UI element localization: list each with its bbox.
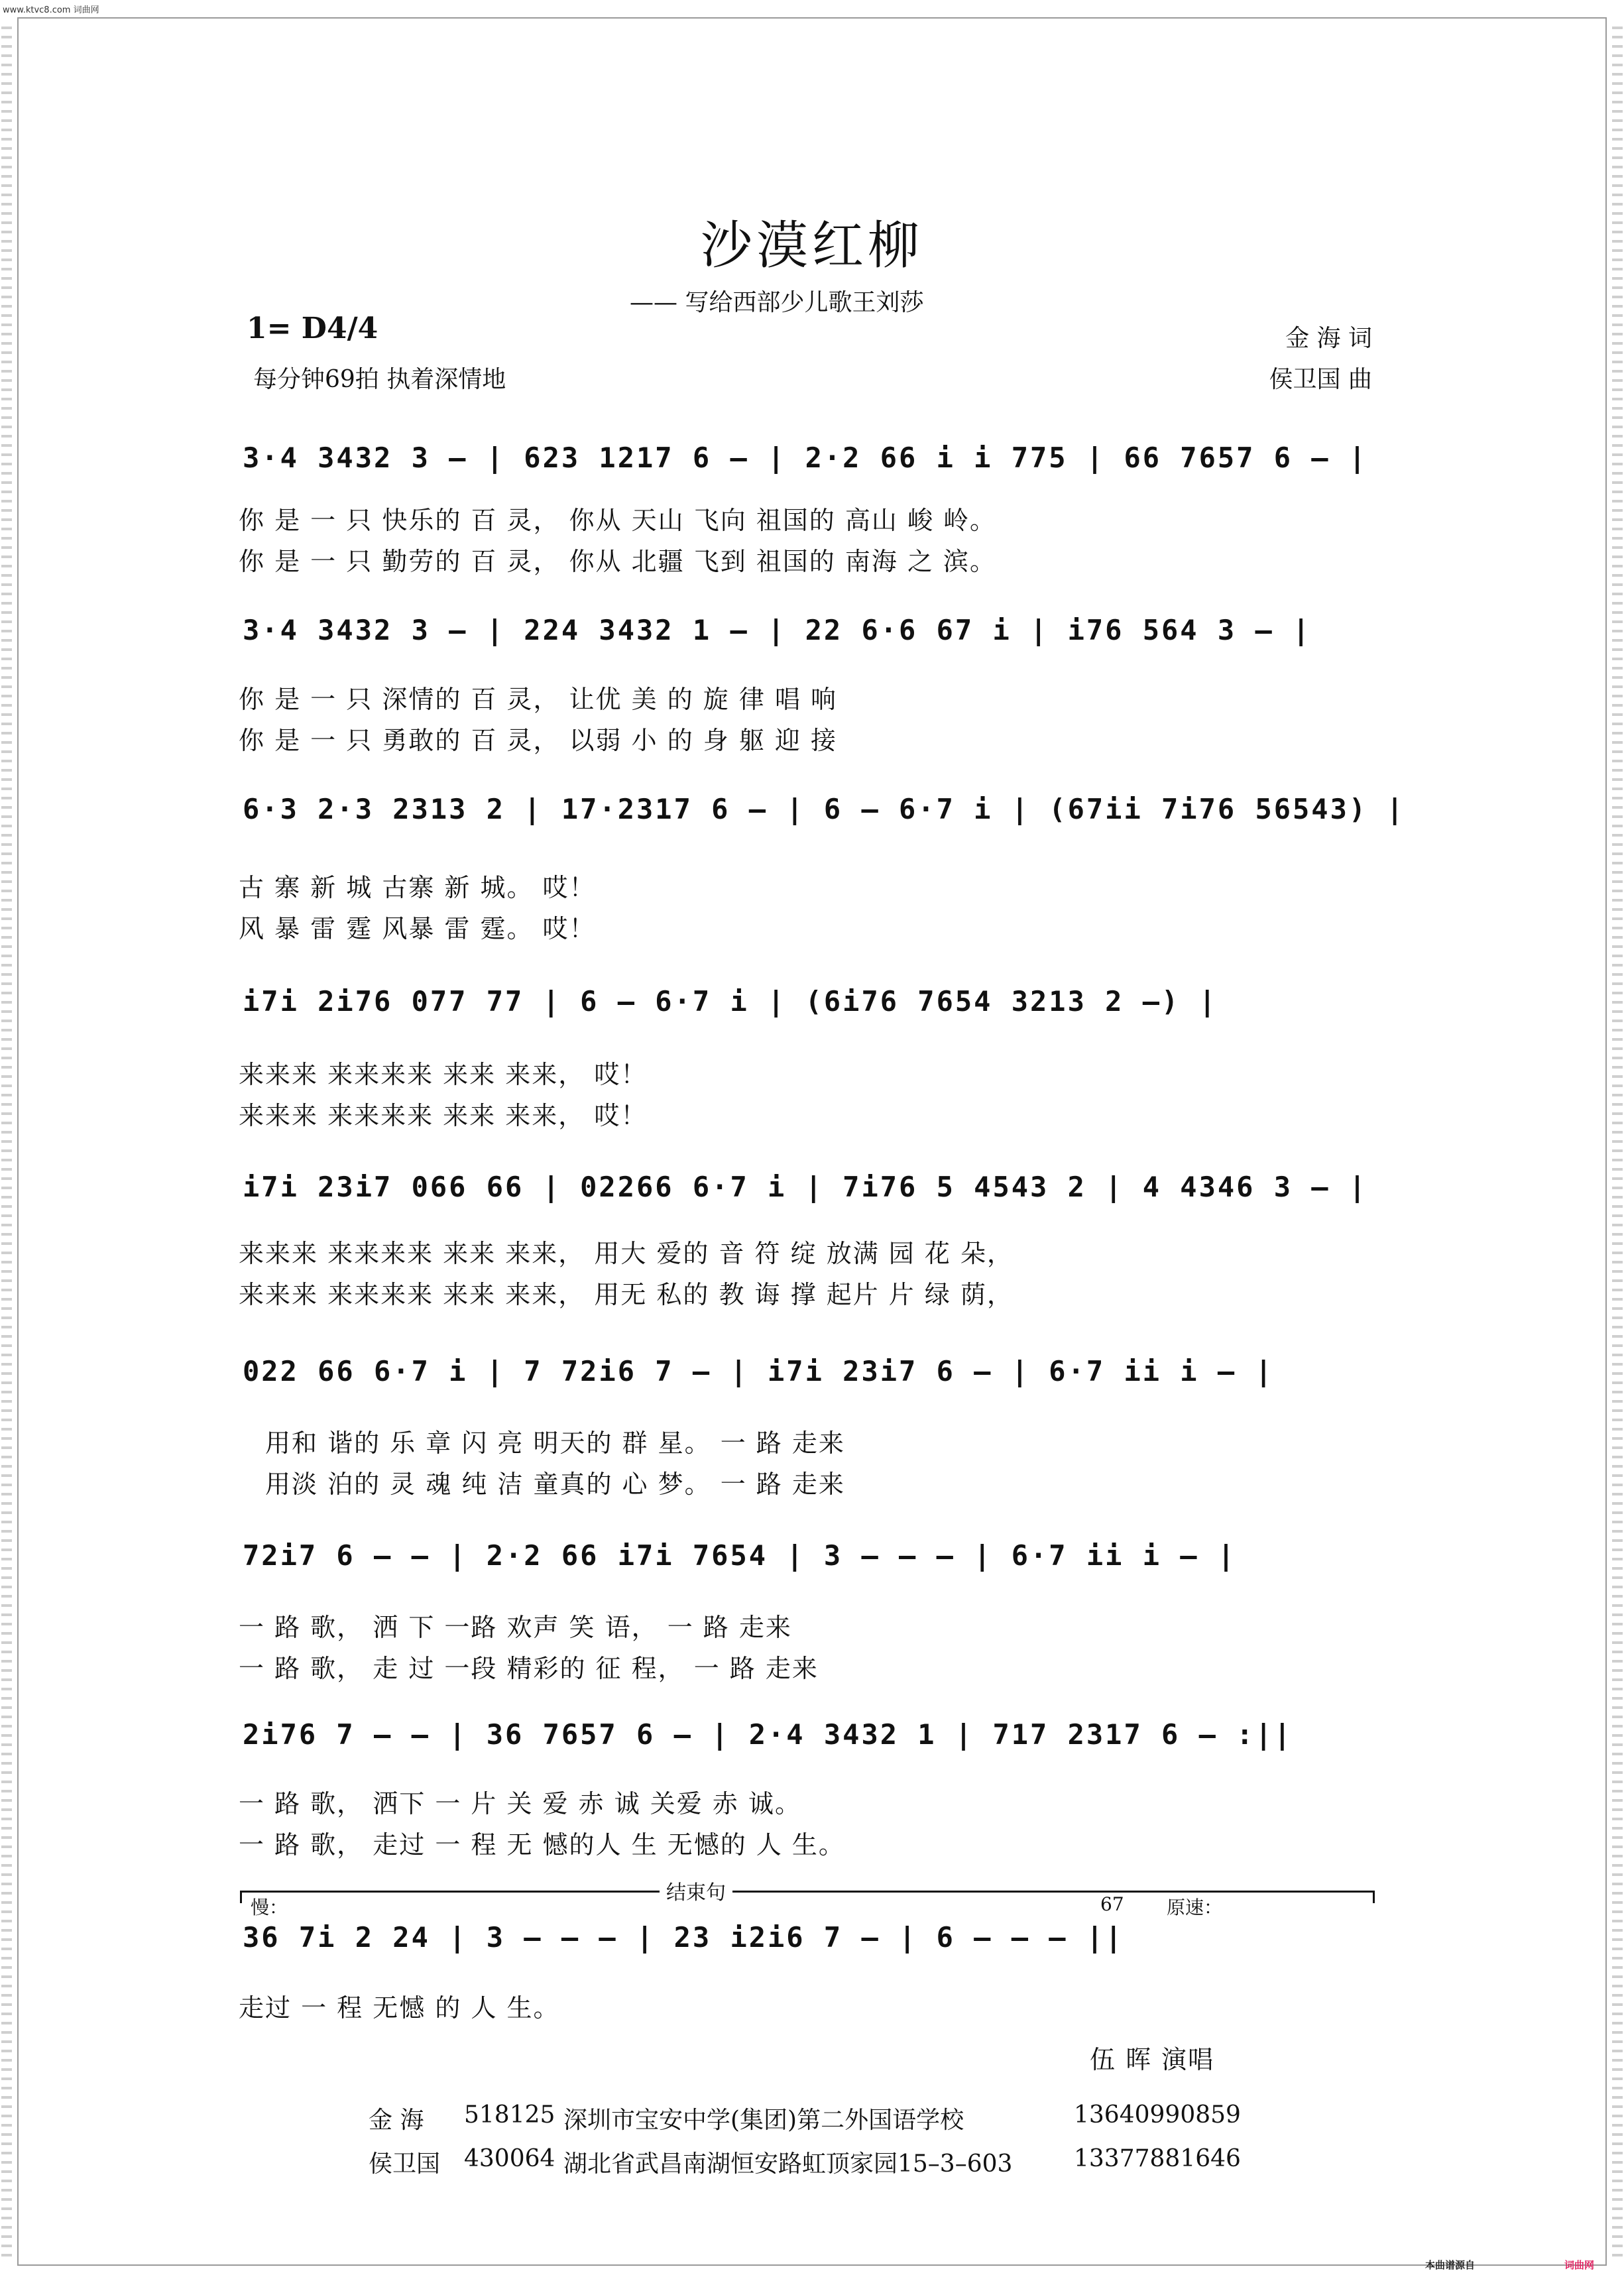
score-line-7 (239, 1522, 1379, 1594)
lyric-line-5-verse-1: 来来来 来来来来 来来 来来， 用大 爱的 音 符 绽 放满 园 花 朵， (239, 1239, 1014, 1268)
lyric-line-4-verse-2: 来来来 来来来来 来来 来来， 哎！ (239, 1101, 648, 1130)
contact-address-2: 湖北省武昌南湖恒安路虹顶家园15–3–603 (563, 2150, 1013, 2178)
slow-label: 慢： (251, 1897, 288, 1918)
grace-note-label: 67 (1100, 1893, 1124, 1915)
contact-address-1: 深圳市宝安中学(集团)第二外国语学校 (563, 2107, 964, 2134)
notes-line-7: 72i7 6 – – | 2·2 66 i7i 7654 | 3 – – – | 6·7 ii i – | (243, 1539, 1237, 1572)
notes-line-1: 3·4 3432 3 – | 623 1217 6 – | 2·2 66 i i 775 | 66 7657 6 – | (243, 441, 1368, 474)
score-line-1 (239, 424, 1379, 496)
lyric-line-2-verse-1: 你 是 一 只 深情的 百 灵， 让优 美 的 旋 律 唱 响 (239, 685, 838, 714)
score-line-9 (239, 1904, 1379, 1975)
score-line-3 (239, 776, 1405, 847)
score-line-2 (239, 597, 1379, 668)
right-margin-strip (1612, 27, 1623, 2260)
footer-source: 本曲谱源自 (1425, 2259, 1476, 2271)
notes-line-2: 3·4 3432 3 – | 224 3432 1 – | 22 6·6 67 i | i76 564 3 – | (243, 614, 1312, 646)
score-line-5 (239, 1153, 1379, 1225)
key-signature: 1= D4/4 (247, 312, 378, 345)
notes-line-9: 36 7i 2 24 | 3 – – – | 23 i2i6 7 – | 6 – – – || (243, 1921, 1124, 1954)
notes-line-8: 2i76 7 – – | 36 7657 6 – | 2·4 3432 1 | 717 2317 6 – :|| (243, 1718, 1293, 1751)
left-margin-strip (1, 27, 12, 2260)
lyric-line-4-verse-1: 来来来 来来来来 来来 来来， 哎！ (239, 1060, 648, 1089)
lyric-line-7-verse-1: 一 路 歌， 洒 下 一路 欢声 笑 语， 一 路 走来 (239, 1613, 792, 1642)
tempo-marking: 每分钟69拍 执着深情地 (253, 366, 506, 393)
lyric-line-6-verse-1: 用和 谐的 乐 章 闪 亮 明天的 群 星。 一 路 走来 (265, 1429, 845, 1458)
original-speed-label: 原速： (1167, 1897, 1223, 1918)
lyric-line-3-verse-2: 风 暴 雷 霆 风暴 雷 霆。 哎！ (239, 914, 596, 943)
ending-label: 结束句 (660, 1876, 732, 1905)
lyric-line-2-verse-2: 你 是 一 只 勇敢的 百 灵， 以弱 小 的 身 躯 迎 接 (239, 726, 838, 755)
score-line-4 (239, 968, 1379, 1039)
lyric-line-7-verse-2: 一 路 歌， 走 过 一段 精彩的 征 程， 一 路 走来 (239, 1654, 819, 1683)
song-subtitle: —— 写给西部少儿歌王刘莎 (630, 289, 924, 316)
contact-zip-2: 430064 (464, 2145, 555, 2172)
notes-line-3: 6·3 2·3 2313 2 | 17·2317 6 – | 6 – 6·7 i | (67ii 7i76 56543) | (243, 793, 1405, 825)
lyric-line-6-verse-2: 用淡 泊的 灵 魂 纯 洁 童真的 心 梦。 一 路 走来 (265, 1470, 845, 1499)
lyric-line-1-verse-1: 你 是 一 只 快乐的 百 灵， 你从 天山 飞向 祖国的 高山 峻 岭。 (239, 506, 997, 535)
notes-line-4: i7i 2i76 077 77 | 6 – 6·7 i | (6i76 7654 3213 2 –) | (243, 985, 1218, 1018)
lyric-line-8-verse-2: 一 路 歌， 走过 一 程 无 憾的人 生 无憾的 人 生。 (239, 1830, 845, 1859)
song-title: 沙漠红柳 (700, 216, 923, 276)
contact-phone-2: 13377881646 (1074, 2145, 1241, 2172)
score-line-8 (239, 1701, 1379, 1773)
site-url[interactable]: www.ktvc8.com 词曲网 (3, 5, 99, 15)
composer-credit: 侯卫国 曲 (1269, 366, 1372, 393)
contact-name-2: 侯卫国 (369, 2150, 441, 2178)
lyric-line-9: 走过 一 程 无憾 的 人 生。 (239, 1993, 560, 2022)
footer-site-link[interactable]: 词曲网 (1564, 2259, 1595, 2271)
contact-name-1: 金 海 (369, 2107, 424, 2134)
lyric-line-5-verse-2: 来来来 来来来来 来来 来来， 用无 私的 教 诲 撑 起片 片 绿 荫， (239, 1280, 1014, 1309)
score-line-6 (239, 1338, 1379, 1409)
lyric-line-8-verse-1: 一 路 歌， 洒下 一 片 关 爱 赤 诚 关爱 赤 诚。 (239, 1789, 801, 1818)
notes-line-6: 022 66 6·7 i | 7 72i6 7 – | i7i 23i7 6 – | 6·7 ii i – | (243, 1355, 1274, 1387)
singer-credit: 伍 晖 演唱 (1090, 2045, 1215, 2074)
notes-line-5: i7i 23i7 066 66 | 02266 6·7 i | 7i76 5 4543 2 | 4 4346 3 – | (243, 1171, 1368, 1203)
contact-zip-1: 518125 (464, 2101, 555, 2129)
lyric-line-1-verse-2: 你 是 一 只 勤劳的 百 灵， 你从 北疆 飞到 祖国的 南海 之 滨。 (239, 547, 997, 576)
lyricist-credit: 金 海 词 (1285, 325, 1372, 352)
contact-phone-1: 13640990859 (1074, 2101, 1241, 2129)
lyric-line-3-verse-1: 古 寨 新 城 古寨 新 城。 哎！ (239, 873, 596, 902)
